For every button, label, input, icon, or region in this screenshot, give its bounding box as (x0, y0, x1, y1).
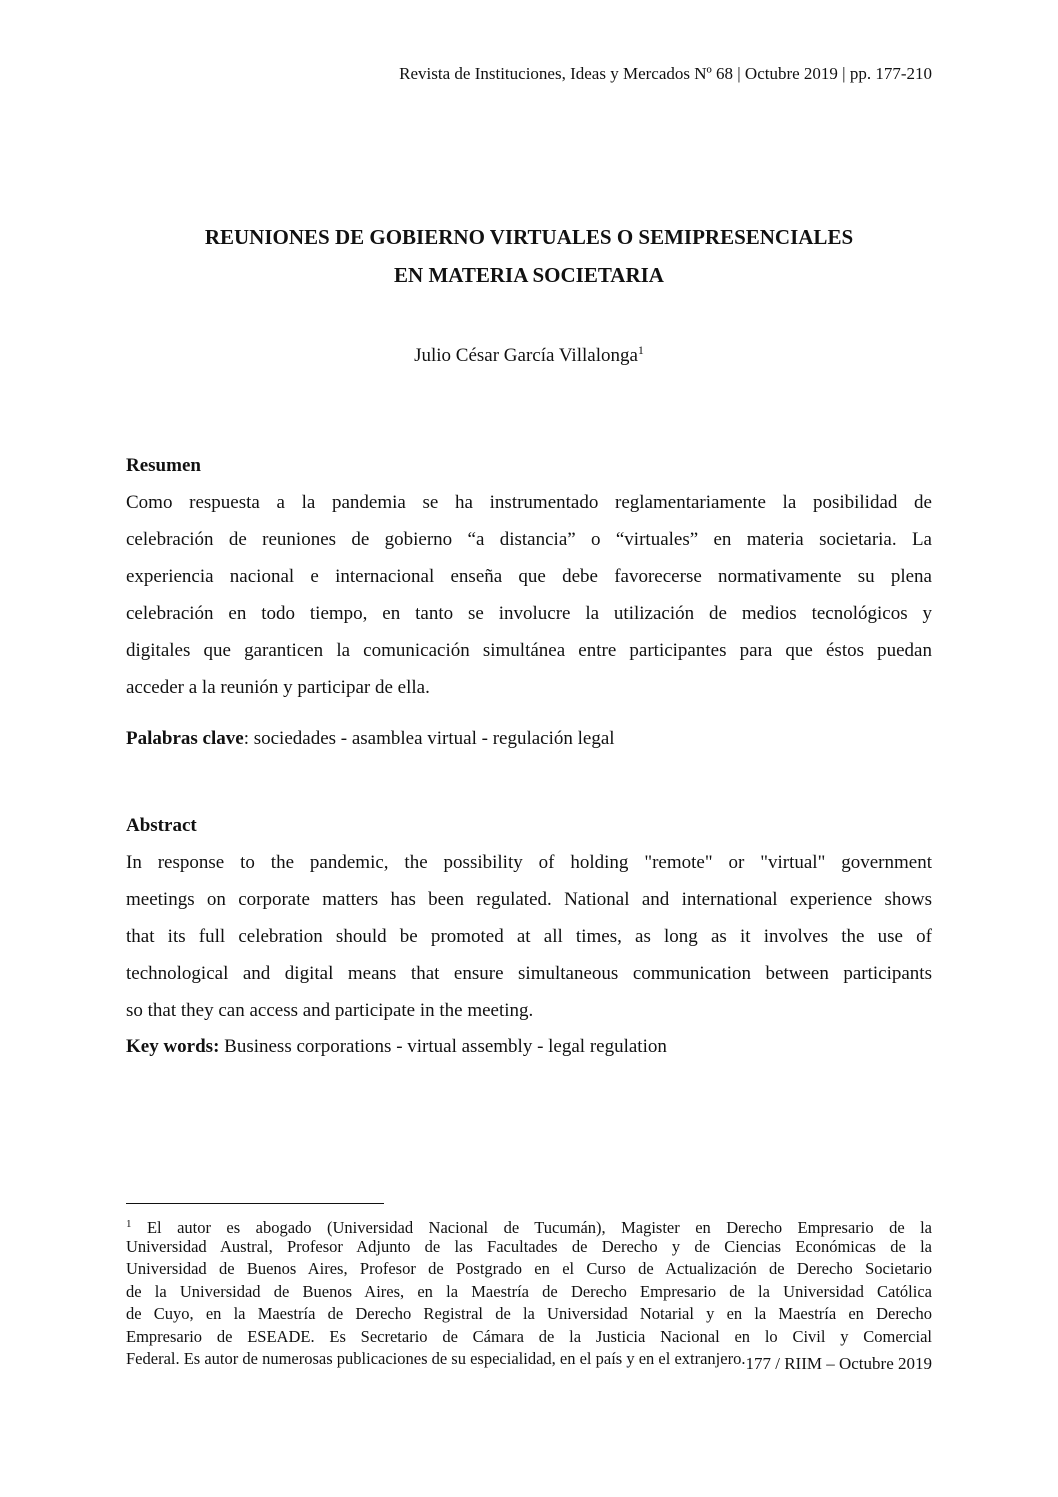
resumen-line: acceder a la reunión y participar de ella. (126, 677, 430, 698)
abstract-body (126, 844, 932, 1029)
abstract-line: so that they can access and participate in the meeting. (126, 1000, 534, 1021)
abstract-line: meetings on corporate matters has been regulated. National and international experience shows (126, 889, 932, 910)
abstract-keywords (126, 1036, 667, 1058)
abstract-line: technological and digital means that ensure simultaneous communication between participants (126, 963, 932, 984)
resumen-line: celebración de reuniones de gobierno “a distancia” o “virtuales” en materia societaria. La (126, 529, 932, 550)
abstract-keywords-text: Business corporations - virtual assembly - legal regulation (219, 1036, 667, 1057)
footnote-line: Universidad de Buenos Aires, Profesor de Postgrado en el Curso de Actualización de Derecho Societario (126, 1259, 932, 1278)
resumen-keywords-text: : sociedades - asamblea virtual - regulación legal (243, 728, 615, 749)
footnote (126, 1213, 932, 1371)
abstract-line: that its full celebration should be promoted at all times, as long as it involves the use of (126, 926, 932, 947)
footnote-separator (126, 1203, 384, 1204)
abstract-heading: Abstract (126, 815, 197, 836)
footnote-mark: 1 (126, 1218, 132, 1230)
author-name: Julio César García Villalonga (414, 345, 638, 366)
article-title (126, 218, 932, 294)
page-footer: 177 / RIIM – Octubre 2019 (745, 1354, 932, 1373)
abstract-line: In response to the pandemic, the possibility of holding "remote" or "virtual" government (126, 852, 932, 873)
footnote-line-text: El autor es abogado (Universidad Nacional de Tucumán), Magister en Derecho Empresario de la (131, 1218, 932, 1237)
article-title-line-1: REUNIONES DE GOBIERNO VIRTUALES O SEMIPRESENCIALES (204, 225, 854, 249)
footnote-line: Empresario de ESEADE. Es Secretario de Cámara de la Justicia Nacional en lo Civil y Comercial (126, 1326, 932, 1346)
running-header: Revista de Instituciones, Ideas y Mercados Nº 68 | Octubre 2019 | pp. 177-210 (399, 64, 932, 83)
footnote-line: de Cuyo, en la Maestría de Derecho Registral de la Universidad Notarial y en la Maestría en Derecho (126, 1304, 932, 1323)
resumen-line: celebración en todo tiempo, en tanto se involucre la utilización de medios tecnológicos y (126, 603, 932, 624)
author-line (126, 343, 932, 367)
article-title-line-2: EN MATERIA SOCIETARIA (394, 263, 664, 287)
resumen-line: digitales que garanticen la comunicación simultánea entre participantes para que éstos puedan (126, 640, 932, 661)
resumen-keywords (126, 728, 615, 750)
resumen-body (126, 484, 932, 706)
resumen-keywords-label: Palabras clave (126, 728, 244, 749)
author-footnote-mark[interactable]: 1 (637, 343, 644, 357)
abstract-keywords-label: Key words: (126, 1036, 220, 1057)
resumen-line: experiencia nacional e internacional enseña que debe favorecerse normativamente su plena (126, 566, 932, 587)
footnote-line: Federal. Es autor de numerosas publicaciones de su especialidad, en el país y en el extranjero. (126, 1349, 746, 1368)
footnote-line (126, 1213, 932, 1236)
resumen-heading: Resumen (126, 455, 201, 476)
footnote-line: Universidad Austral, Profesor Adjunto de las Facultades de Derecho y de Ciencias Económicas de la (126, 1236, 932, 1256)
footnote-line: de la Universidad de Buenos Aires, en la Maestría de Derecho Empresario de la Universidad Católica (126, 1281, 932, 1301)
resumen-line: Como respuesta a la pandemia se ha instrumentado reglamentariamente la posibilidad de (126, 492, 932, 513)
